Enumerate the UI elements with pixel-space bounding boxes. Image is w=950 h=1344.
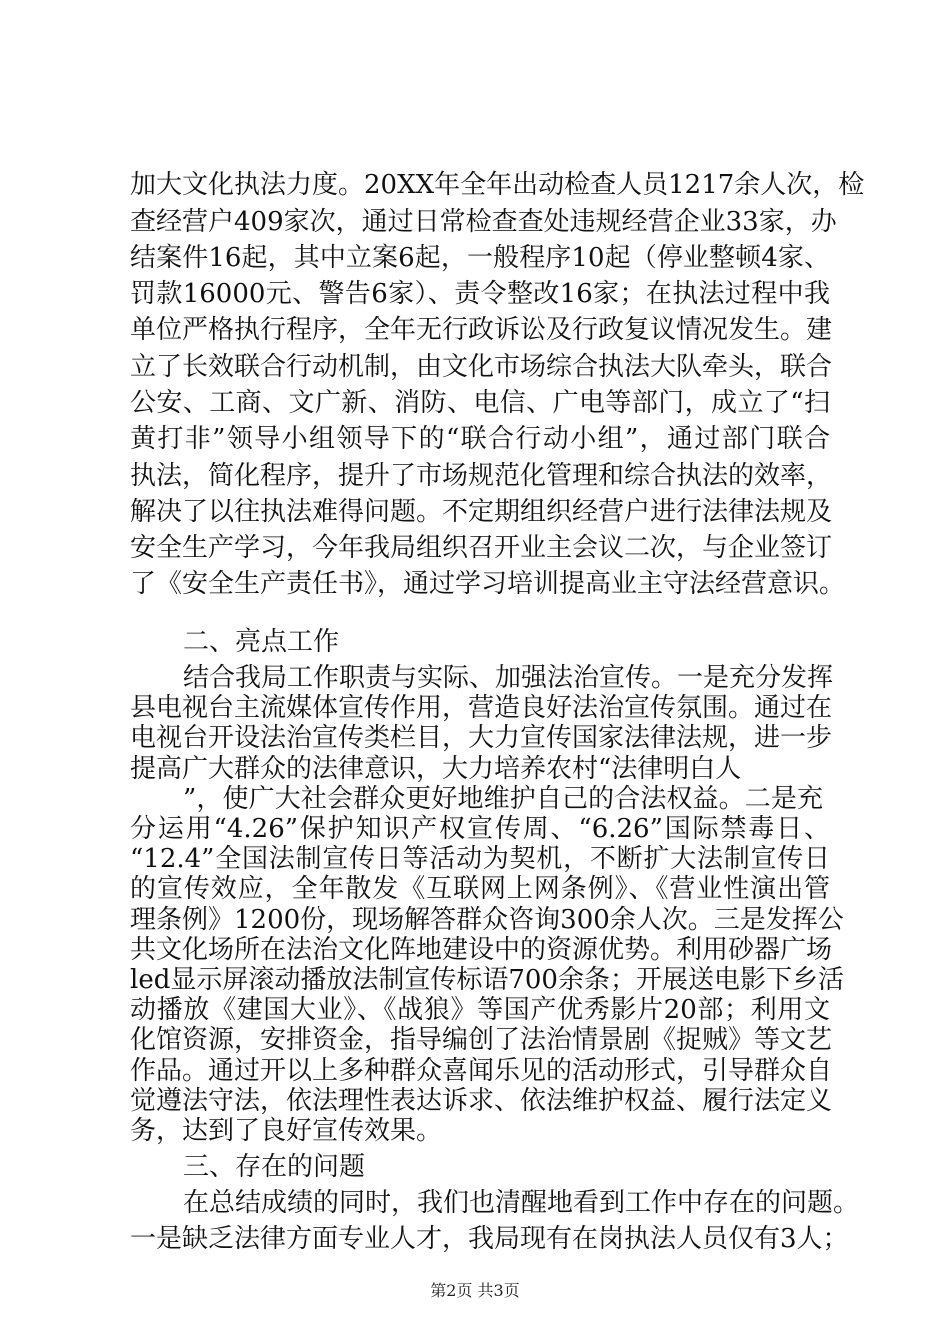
paragraph-line: 理条例》1200份，现场解答群众咨询300余人次。三是发挥公 [130, 905, 844, 935]
paragraph-line: 觉遵法守法，依法理性表达诉求、依法维护权益、履行法定义 [130, 1086, 833, 1116]
paragraph-line: 公安、工商、文广新、消防、电信、广电等部门，成立了“扫 [130, 388, 830, 418]
paragraph-line: 黄打非”领导小组领导下的“联合行动小组”，通过部门联合 [130, 424, 830, 454]
paragraph-line: 动播放《建国大业》、《战狼》等国产优秀影片20部；利用文 [130, 995, 830, 1025]
paragraph-line: 化馆资源，安排资金，指导编创了法治情景剧《捉贼》等文艺 [130, 1025, 833, 1055]
paragraph-line: ”，使广大社会群众更好地维护自己的合法权益。二是充 [183, 784, 823, 814]
paragraph-line: 作品。通过开以上多种群众喜闻乐见的活动形式，引导群众自 [130, 1056, 833, 1086]
paragraph-line: 解决了以往执法难得问题。不定期组织经营户进行法律法规及 [130, 497, 833, 527]
paragraph-line: 了《安全生产责任书》，通过学习培训提高业主守法经营意识。 [130, 569, 846, 599]
paragraph-line: “12.4”全国法制宣传日等活动为契机，不断扩大法制宣传日 [130, 844, 830, 874]
paragraph-line: 加大文化执法力度。20XX年全年出动检查人员1217余人次，检 [130, 170, 865, 200]
paragraph-line: 提高广大群众的法律意识，大力培养农村“法律明白人 [130, 754, 742, 784]
paragraph-line: 的宣传效应，全年散发《互联网上网条例》、《营业性演出管 [130, 874, 830, 904]
paragraph-line: 县电视台主流媒体宣传作用，营造良好法治宣传氛围。通过在 [130, 693, 833, 723]
page-number-footer: 第2页 共3页 [430, 1281, 520, 1300]
paragraph-line: 一是缺乏法律方面专业人才，我局现有在岗执法人员仅有3人； [130, 1224, 849, 1254]
paragraph-line: 结合我局工作职责与实际、加强法治宣传。一是充分发挥 [183, 663, 834, 693]
paragraph-line: 在总结成绩的同时，我们也清醒地看到工作中存在的问题。 [183, 1188, 860, 1218]
paragraph-line: 立了长效联合行动机制，由文化市场综合执法大队牵头，联合 [130, 352, 833, 382]
paragraph-line: 执法，简化程序，提升了市场规范化管理和综合执法的效率， [130, 461, 833, 491]
paragraph-line: 安全生产学习，今年我局组织召开业主会议二次，与企业签订 [130, 533, 833, 563]
paragraph-line: 查经营户409家次，通过日常检查查处违规经营企业33家，办 [130, 207, 837, 237]
paragraph-line: 务，达到了良好宣传效果。 [130, 1116, 443, 1146]
paragraph-line: 结案件16起，其中立案6起，一般程序10起（停业整顿4家、 [130, 243, 830, 273]
paragraph-line: 分运用“4.26”保护知识产权宣传周、“6.26”国际禁毒日、 [130, 814, 830, 844]
paragraph-line: 罚款16000元、警告6家）、责令整改16家；在执法过程中我 [130, 279, 830, 309]
paragraph-line: led显示屏滚动播放法制宣传标语700余条；开展送电影下乡活 [130, 965, 844, 995]
section-heading-highlights: 二、亮点工作 [183, 627, 340, 657]
paragraph-line: 共文化场所在法治文化阵地建设中的资源优势。利用砂器广场 [130, 935, 833, 965]
paragraph-line: 电视台开设法治宣传类栏目，大力宣传国家法律法规，进一步 [130, 723, 833, 753]
paragraph-line: 单位严格执行程序，全年无行政诉讼及行政复议情况发生。建 [130, 315, 833, 345]
section-heading-problems: 三、存在的问题 [183, 1152, 366, 1182]
